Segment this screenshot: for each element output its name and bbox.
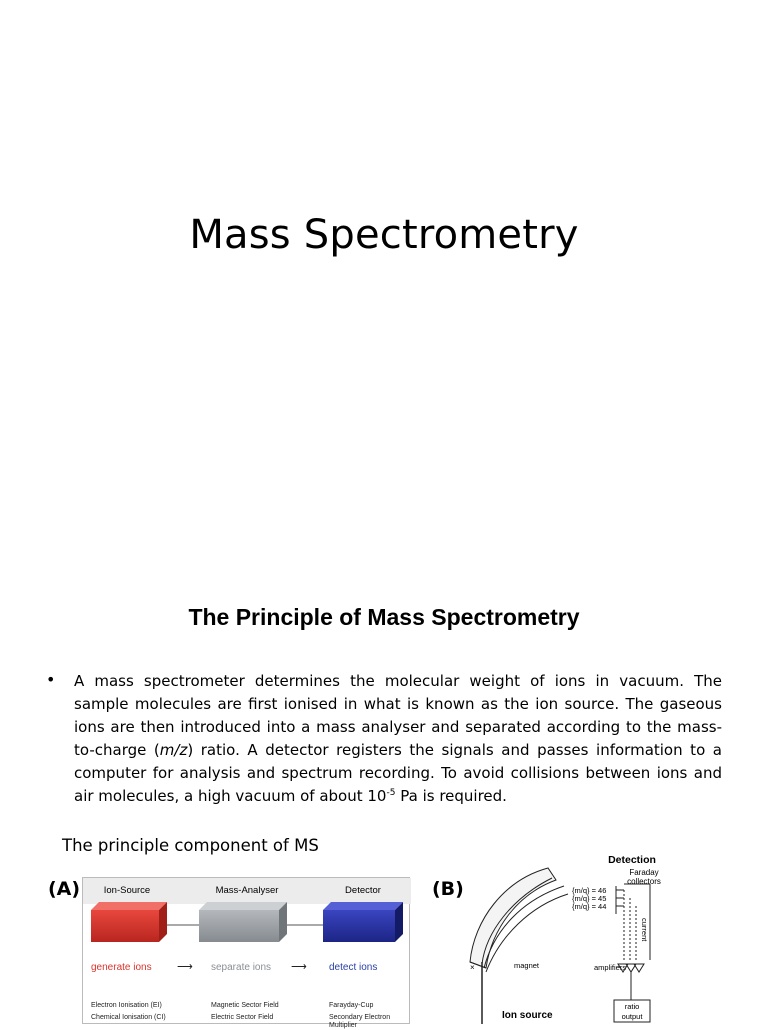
faraday-label-2: collectors [627, 877, 661, 886]
entry-mark: × [470, 963, 475, 972]
mass-analyser-box [199, 902, 287, 942]
component-label: The principle component of MS [62, 836, 319, 855]
header-mass-analyser: Mass-Analyser [215, 885, 279, 896]
ion-source-label: Ion source [502, 1010, 553, 1021]
sector-svg [464, 850, 764, 1024]
detector-box [323, 902, 403, 942]
bullet-text-part3: Pa is required. [395, 787, 507, 805]
action-separate-ions: separate ions [211, 962, 272, 973]
faraday-label-1: Faraday [629, 868, 659, 877]
magnet-label: magnet [514, 961, 540, 970]
action-detect-ions: detect ions [329, 962, 378, 973]
magnetic-sector-diagram [464, 850, 764, 1024]
action-generate-ions: generate ions [91, 962, 152, 973]
bullet-text-part1: A mass spectrometer determines the molecular weight of ions in vacuum. The sample molecules are first ionised in what is known as the ion source. The gaseous ions are then introduced into a mass analyser and separated according to the mass-to-charge ( [74, 672, 722, 759]
example-magnetic: Magnetic Sector Field [211, 1002, 279, 1009]
mq-44: {m/q} = 44 [572, 902, 607, 911]
header-detector: Detector [345, 885, 381, 896]
arrow-2: ⟶ [291, 961, 307, 973]
example-sem: Secondary Electron [329, 1014, 391, 1021]
arrow-1: ⟶ [177, 961, 193, 973]
pressure-exponent: -5 [386, 788, 396, 798]
slide-title: Mass Spectrometry [189, 212, 579, 258]
ratio-label-1: ratio [624, 1002, 640, 1011]
example-ei: Electron Ionisation (EI) [91, 1002, 162, 1009]
example-electric: Electric Sector Field [211, 1014, 274, 1021]
mq-46: {m/q} = 46 [572, 886, 607, 895]
current-label: current [640, 918, 649, 942]
magnet-sector [470, 868, 568, 972]
amplifier-symbols [618, 964, 644, 1000]
ion-source-box [91, 902, 167, 942]
panel-b-tag: (B) [432, 878, 464, 900]
bullet-text-part2: ) ratio. A detector registers the signals and passes information to a computer for analysis and spectrum recording. To avoid collisions between ions and air molecules, a high vacuum of about 10 [74, 741, 722, 805]
ms-components-diagram [82, 877, 410, 1029]
principle-slide [0, 578, 768, 1029]
example-ci: Chemical Ionisation (CI) [91, 1014, 166, 1021]
mz-term: m/z [159, 741, 188, 759]
bullet-marker: • [46, 670, 56, 689]
slide-heading: The Principle of Mass Spectrometry [188, 604, 580, 630]
ratio-label-2: output [621, 1012, 643, 1021]
header-ion-source: Ion-Source [103, 885, 151, 896]
mq-45: {m/q} = 45 [572, 894, 607, 903]
components-svg [83, 878, 411, 1029]
example-faraday: Farayday-Cup [329, 1002, 374, 1009]
amplifiers-label: amplifiers [594, 963, 627, 972]
detection-label: Detection [608, 854, 656, 866]
example-sem-2: Multiplier [329, 1022, 358, 1029]
bullet-paragraph [74, 670, 722, 808]
panel-a-tag: (A) [48, 878, 81, 900]
